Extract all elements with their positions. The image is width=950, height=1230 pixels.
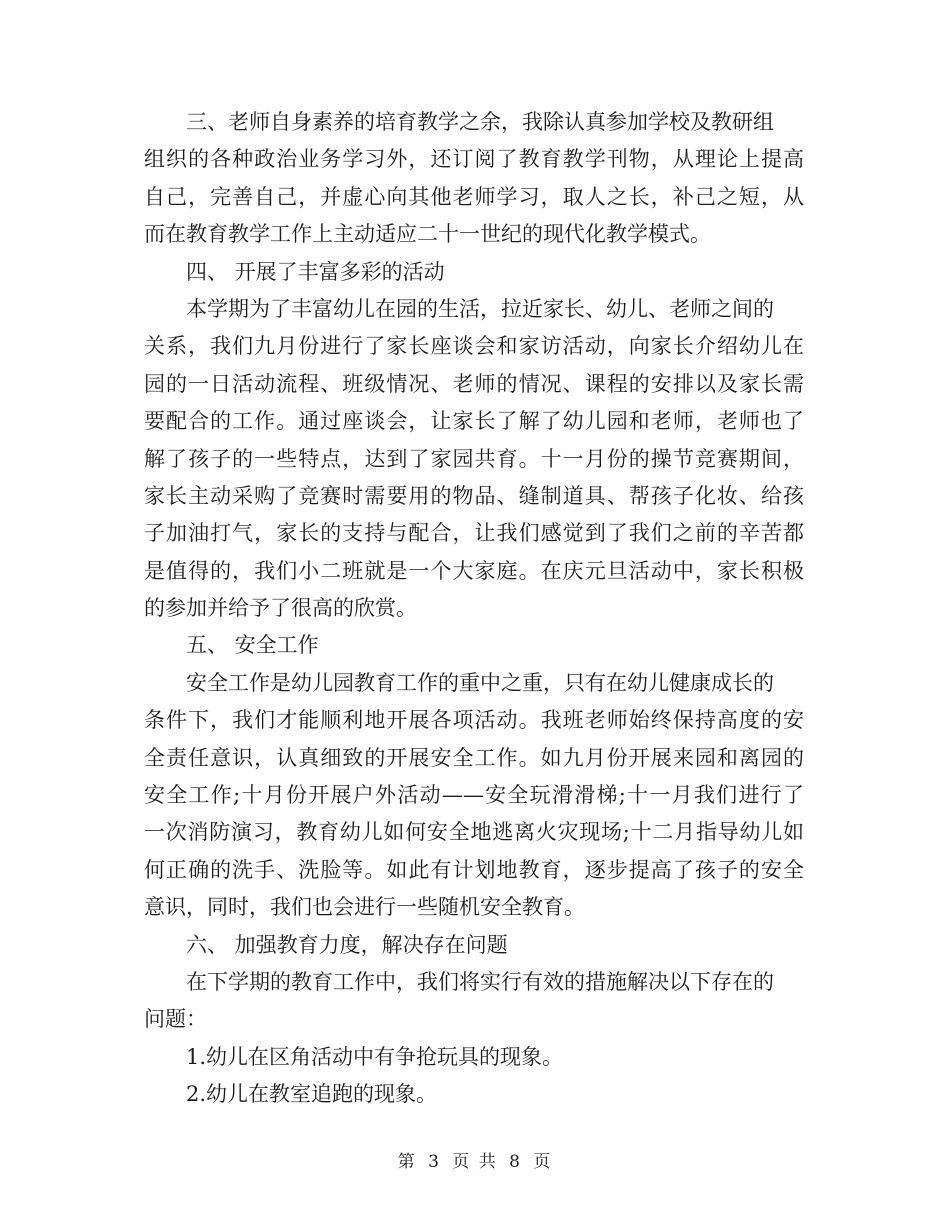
footer-middle: 页 共 (452, 1152, 498, 1172)
paragraph-line: 自己，完善自己，并虚心向其他老师学习，取人之长，补己之短，从 (144, 184, 804, 209)
paragraph-line: 园的一日活动流程、班级情况、老师的情况、课程的安排以及家长需 (144, 371, 804, 396)
footer-page-number: 3 (428, 1152, 441, 1172)
paragraph-line: 本学期为了丰富幼儿在园的生活，拉近家长、幼儿、老师之间的 (186, 296, 774, 321)
section-heading: 四、 开展了丰富多彩的活动 (186, 259, 445, 284)
paragraph-line: 安全工作;十月份开展户外活动——安全玩滑滑梯;十一月我们进行了 (144, 783, 804, 808)
paragraph-line: 三、老师自身素养的培育教学之余，我除认真参加学校及教研组 (186, 110, 774, 134)
paragraph-line: 要配合的工作。通过座谈会，让家长了解了幼儿园和老师，老师也了 (144, 409, 804, 434)
paragraph-line: 意识，同时，我们也会进行一些随机安全教育。 (144, 895, 585, 920)
section-heading: 五、 安全工作 (186, 633, 319, 658)
paragraph-line: 组织的各种政治业务学习外，还订阅了教育教学刊物，从理论上提高 (144, 147, 804, 172)
footer-total-pages: 8 (509, 1152, 522, 1172)
paragraph-line: 的参加并给予了很高的欣赏。 (144, 596, 417, 621)
body-text (144, 104, 804, 1114)
paragraph-line: 在下学期的教育工作中，我们将实行有效的措施解决以下存在的 (186, 969, 774, 994)
paragraph-line: 全责任意识，认真细致的开展安全工作。如九月份开展来园和离园的 (144, 745, 804, 770)
section-heading: 六、 加强教育力度，解决存在问题 (186, 932, 508, 957)
paragraph-line: 条件下，我们才能顺利地开展各项活动。我班老师始终保持高度的安 (144, 708, 804, 733)
list-item: 2.幼儿在教室追跑的现象。 (186, 1082, 438, 1107)
list-item: 1.幼儿在区角活动中有争抢玩具的现象。 (186, 1044, 564, 1069)
footer-suffix: 页 (533, 1152, 553, 1172)
paragraph-line: 一次消防演习，教育幼儿如何安全地逃离火灾现场;十二月指导幼儿如 (144, 820, 804, 845)
paragraph-line: 是值得的，我们小二班就是一个大家庭。在庆元旦活动中，家长积极 (144, 558, 804, 583)
paragraph-line: 何正确的洗手、洗脸等。如此有计划地教育，逐步提高了孩子的安全 (144, 857, 804, 882)
paragraph-line: 而在教育教学工作上主动适应二十一世纪的现代化教学模式。 (144, 222, 711, 247)
page-footer (0, 1150, 950, 1174)
footer-prefix: 第 (397, 1152, 417, 1172)
paragraph-line: 解了孩子的一些特点，达到了家园共育。十一月份的操节竞赛期间， (144, 446, 804, 471)
paragraph-line: 问题： (144, 1007, 207, 1032)
paragraph-line: 子加油打气，家长的支持与配合，让我们感觉到了我们之前的辛苦都 (144, 521, 804, 546)
paragraph-line: 关系，我们九月份进行了家长座谈会和家访活动，向家长介绍幼儿在 (144, 334, 804, 359)
paragraph-line: 安全工作是幼儿园教育工作的重中之重，只有在幼儿健康成长的 (186, 670, 774, 695)
paragraph-line: 家长主动采购了竞赛时需要用的物品、缝制道具、帮孩子化妆、给孩 (144, 483, 804, 508)
